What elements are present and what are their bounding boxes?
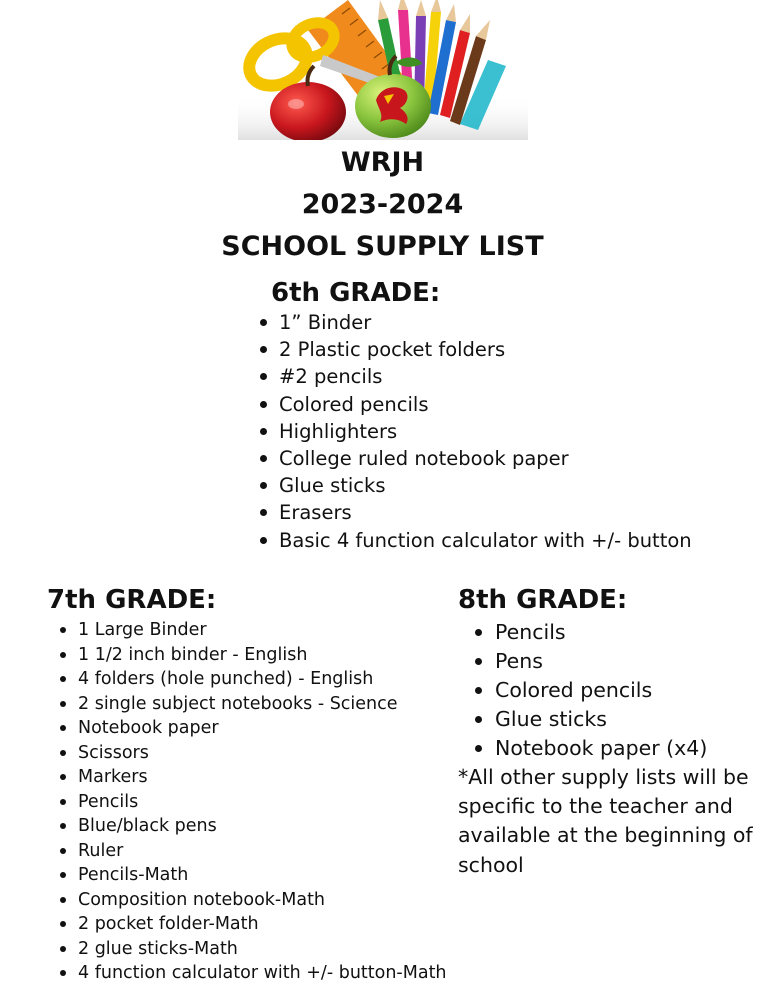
school-name: WRJH	[340, 147, 425, 178]
list-item: #2 pencils	[279, 363, 692, 390]
grade7-supply-list	[78, 618, 447, 986]
list-item: 2 Plastic pocket folders	[279, 336, 692, 363]
list-item: Pencils-Math	[78, 863, 447, 888]
list-item: 1” Binder	[279, 309, 692, 336]
list-item: Ruler	[78, 839, 447, 864]
list-item: 2 pocket folder-Math	[78, 912, 447, 937]
list-item: Pencils	[495, 618, 707, 647]
school-year: 2023-2024	[301, 189, 464, 220]
grade6-heading: 6th GRADE:	[271, 278, 441, 308]
grade6-supply-list	[279, 309, 692, 554]
list-item: College ruled notebook paper	[279, 445, 692, 472]
list-item: Colored pencils	[495, 676, 707, 705]
list-item: Pencils	[78, 790, 447, 815]
list-item: Basic 4 function calculator with +/- button	[279, 527, 692, 554]
list-item: Scissors	[78, 741, 447, 766]
list-item: Pens	[495, 647, 707, 676]
red-apple-icon	[270, 66, 346, 140]
list-item: Composition notebook-Math	[78, 888, 447, 913]
list-item: Notebook paper	[78, 716, 447, 741]
grade8-note: *All other supply lists will be specific to the teacher and available at the beginning of school	[458, 765, 753, 877]
grade7-heading: 7th GRADE:	[47, 585, 217, 615]
list-item: 4 folders (hole punched) - English	[78, 667, 447, 692]
list-item: 2 single subject notebooks - Science	[78, 692, 447, 717]
list-item: 2 glue sticks-Math	[78, 937, 447, 962]
grade8-heading: 8th GRADE:	[458, 585, 628, 615]
list-item: Highlighters	[279, 418, 692, 445]
page-title: SCHOOL SUPPLY LIST	[221, 231, 544, 262]
list-item: Markers	[78, 765, 447, 790]
list-item: Colored pencils	[279, 391, 692, 418]
list-item: Blue/black pens	[78, 814, 447, 839]
list-item: 1 1/2 inch binder - English	[78, 643, 447, 668]
list-item: Erasers	[279, 499, 692, 526]
list-item: Glue sticks	[279, 472, 692, 499]
school-supplies-illustration	[238, 0, 528, 140]
list-item: Glue sticks	[495, 705, 707, 734]
list-item: 1 Large Binder	[78, 618, 447, 643]
list-item: 4 function calculator with +/- button-Math	[78, 961, 447, 986]
grade8-supply-list	[495, 618, 707, 763]
list-item: Notebook paper (x4)	[495, 734, 707, 763]
